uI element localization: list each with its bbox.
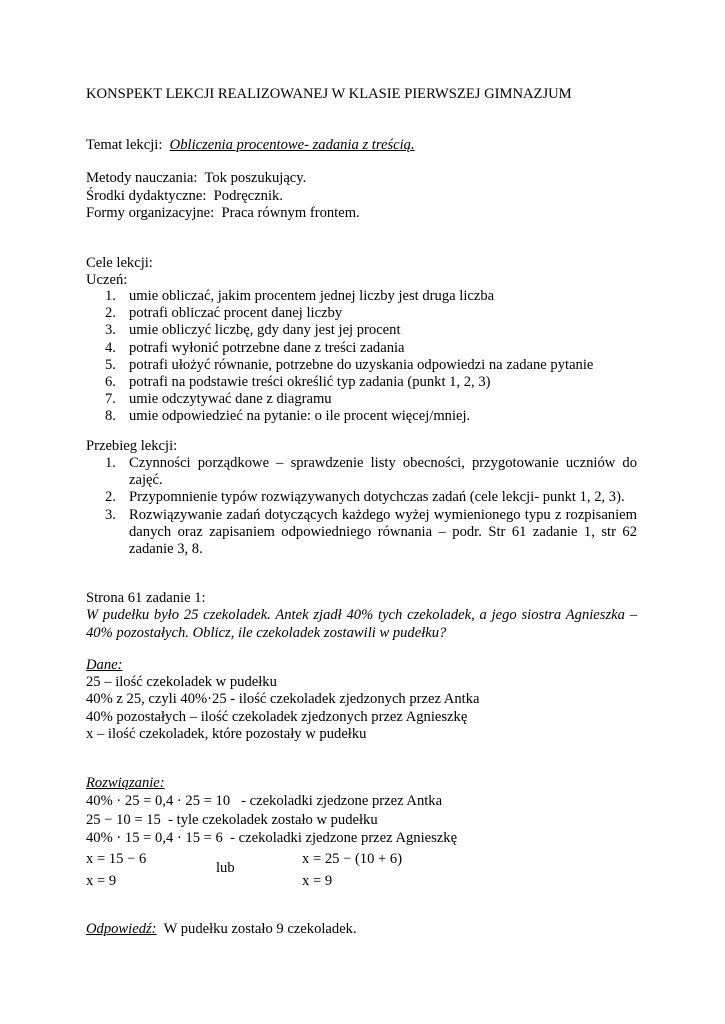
equation-note: - czekoladki zjedzone przez Antka bbox=[241, 793, 443, 809]
right-equation: x = 9 bbox=[302, 873, 333, 889]
document-header: KONSPEKT LEKCJI REALIZOWANEJ W KLASIE PIERWSZEJ GIMNAZJUM bbox=[86, 86, 572, 102]
solution-line bbox=[86, 811, 378, 829]
list-item bbox=[105, 408, 593, 425]
item-number: 3. bbox=[105, 322, 116, 339]
equation-note: - czekoladki zjedzone przez Agnieszkę bbox=[230, 830, 458, 846]
item-text: umie odpowiedzieć na pytanie: o ile procent więcej/mniej. bbox=[129, 408, 471, 425]
task-text: W pudełku było 25 czekoladek. Antek zjadł 40% tych czekoladek, a jego siostra Agnieszka – 40% pozostałych. Oblicz, ile czekoladek zostawili w pudełku? bbox=[86, 607, 637, 641]
right-equation: x = 25 − (10 + 6) bbox=[302, 851, 403, 867]
methods-label: Metody nauczania: bbox=[86, 170, 198, 186]
course-heading: Przebieg lekcji: bbox=[86, 438, 178, 454]
item-number: 8. bbox=[105, 408, 116, 425]
goals-list bbox=[105, 288, 594, 426]
resources-label: Środki dydaktyczne: bbox=[86, 188, 207, 204]
list-item bbox=[105, 322, 593, 339]
item-text: umie obliczyć liczbę, gdy dany jest jej procent bbox=[129, 322, 401, 339]
goals-subheading: Uczeń: bbox=[86, 272, 128, 288]
item-text: potrafi ułożyć równanie, potrzebne do uzyskania odpowiedzi na zadane pytanie bbox=[129, 356, 594, 373]
methods-line bbox=[86, 169, 306, 187]
lesson-topic bbox=[86, 136, 415, 154]
item-text: potrafi na podstawie treści określić typ zadania (punkt 1, 2, 3) bbox=[129, 374, 491, 391]
topic-label: Temat lekcji: bbox=[86, 137, 163, 153]
equation: 40% · 15 = 0,4 · 15 = 6 bbox=[86, 830, 223, 846]
solution-line bbox=[86, 829, 457, 847]
list-item bbox=[105, 356, 594, 374]
topic-value: Obliczenia procentowe- zadania z treścią. bbox=[169, 137, 415, 153]
item-number: 4. bbox=[105, 339, 116, 356]
answer-line bbox=[86, 920, 357, 938]
item-number: 1. bbox=[105, 455, 116, 471]
item-text: umie odczytywać dane z diagramu bbox=[129, 391, 332, 408]
equation: 40% · 25 = 0,4 · 25 = 10 bbox=[86, 793, 231, 809]
item-number: 2. bbox=[105, 489, 116, 506]
list-item bbox=[105, 374, 593, 391]
list-item bbox=[105, 489, 637, 506]
methods-value: Tok poszukujący. bbox=[204, 170, 307, 186]
item-number: 1. bbox=[105, 288, 116, 304]
item-number: 5. bbox=[105, 356, 116, 373]
given-line: 40% pozostałych – ilość czekoladek zjedzonych przez Agnieszkę bbox=[86, 709, 468, 725]
list-item bbox=[105, 305, 593, 322]
solution-line bbox=[86, 792, 442, 810]
or-word: lub bbox=[216, 860, 235, 876]
answer-text: W pudełku zostało 9 czekoladek. bbox=[163, 921, 357, 937]
left-equation: x = 9 bbox=[86, 873, 117, 889]
equation: 25 − 10 = 15 bbox=[86, 812, 161, 828]
given-line: 40% z 25, czyli 40%·25 - ilość czekoladek zjedzonych przez Antka bbox=[86, 691, 480, 707]
forms-line bbox=[86, 204, 360, 222]
item-text: potrafi wyłonić potrzebne dane z treści zadania bbox=[129, 339, 405, 356]
item-text: Rozwiązywanie zadań dotyczących każdego wyżej wymienionego typu z rozpisaniem danych oraz zapisaniem odpowiedniego równania – podr. Str 61 zadanie 1, str 62 zadanie 3, 8. bbox=[129, 506, 637, 558]
list-item bbox=[105, 288, 593, 305]
given-line: x – ilość czekoladek, które pozostały w pudełku bbox=[86, 726, 367, 742]
item-text: potrafi obliczać procent danej liczby bbox=[129, 305, 343, 322]
resources-line bbox=[86, 187, 283, 205]
item-number: 3. bbox=[105, 506, 116, 523]
forms-label: Formy organizacyjne: bbox=[86, 205, 215, 221]
list-item bbox=[105, 339, 593, 357]
list-item bbox=[105, 391, 593, 408]
given-heading: Dane: bbox=[86, 657, 123, 673]
item-text: umie obliczać, jakim procentem jednej liczby jest druga liczba bbox=[129, 288, 495, 304]
left-equation: x = 15 − 6 bbox=[86, 851, 147, 867]
equation-note: - tyle czekoladek zostało w pudełku bbox=[168, 812, 378, 828]
task-reference: Strona 61 zadanie 1: bbox=[86, 590, 206, 606]
item-number: 2. bbox=[105, 305, 116, 322]
item-number: 6. bbox=[105, 374, 116, 391]
item-number: 7. bbox=[105, 391, 116, 408]
goals-heading: Cele lekcji: bbox=[86, 255, 153, 271]
item-text: Czynności porządkowe – sprawdzenie listy obecności, przygotowanie uczniów do zajęć. bbox=[129, 455, 637, 489]
item-text: Przypomnienie typów rozwiązywanych dotychczas zadań (cele lekcji- punkt 1, 2, 3). bbox=[129, 489, 625, 506]
solution-heading: Rozwiązanie: bbox=[86, 775, 165, 791]
resources-value: Podręcznik. bbox=[213, 188, 283, 204]
course-list bbox=[105, 455, 637, 558]
list-item bbox=[105, 506, 637, 559]
given-line: 25 – ilość czekoladek w pudełku bbox=[86, 674, 277, 690]
list-item bbox=[105, 455, 637, 489]
answer-label: Odpowiedź: bbox=[86, 921, 157, 937]
forms-value: Praca równym frontem. bbox=[221, 205, 360, 221]
